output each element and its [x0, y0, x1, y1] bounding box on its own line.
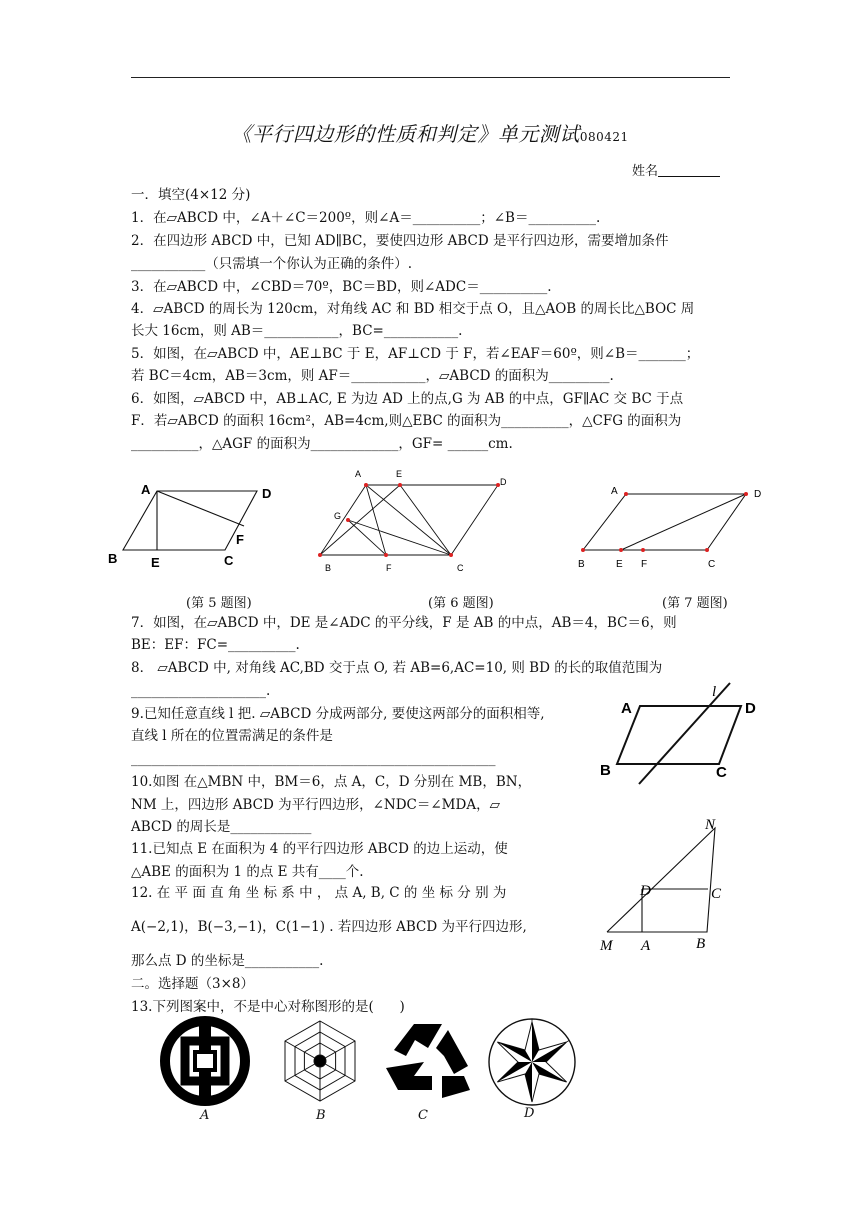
option-b-label: B — [316, 1108, 326, 1123]
fig10-label-b: B — [696, 936, 706, 952]
fig10-label-a: A — [641, 938, 651, 954]
figure-9 — [590, 680, 770, 785]
fig6-label-d: D — [500, 477, 507, 487]
name-label: 姓名 — [632, 164, 659, 179]
question-5-line-1: 5．如图，在▱ABCD 中，AE⊥BC 于 E，AF⊥CD 于 F，若∠EAF＝60º，则∠B＝_______； — [131, 346, 700, 362]
question-10-line-3: ABCD 的周长是____________ — [131, 819, 312, 835]
fig5-label-e: E — [151, 555, 160, 570]
option-b-hexagon-web — [275, 1018, 365, 1104]
figure-10 — [595, 812, 735, 957]
section-1-heading: 一．填空(4×12 分) — [131, 187, 251, 203]
fig10-label-m: M — [600, 938, 613, 954]
question-1: 1．在▱ABCD 中，∠A＋∠C＝200º，则∠A＝__________；∠B＝__________. — [131, 210, 601, 226]
option-d-star-circle — [486, 1016, 578, 1108]
title-text: 《平行四边形的性质和判定》单元测试 — [231, 122, 580, 146]
fig10-label-n: N — [705, 817, 716, 833]
title-code: 080421 — [579, 130, 629, 144]
fig6-label-c: C — [457, 563, 464, 573]
fig9-label-l: l — [712, 684, 717, 700]
option-a-emblem — [160, 1016, 250, 1106]
figure-7 — [570, 478, 770, 573]
name-blank — [658, 164, 720, 177]
fig9-label-a: A — [621, 700, 632, 717]
question-8-line-2: ____________________. — [131, 683, 271, 699]
fig7-label-b: B — [578, 559, 585, 570]
question-10-line-1: 10.如图 在△MBN 中，BM＝6，点 A，C，D 分别在 MB，BN， — [131, 774, 532, 790]
question-9-line-1: 9.已知任意直线 l 把. ▱ABCD 分成两部分, 要使这两部分的面积相等, — [131, 706, 545, 722]
caption-fig-7: (第 7 题图) — [662, 596, 728, 611]
fig5-label-d: D — [262, 486, 272, 501]
fig9-label-c: C — [716, 764, 727, 781]
fig6-label-e: E — [396, 469, 403, 479]
question-7-line-2: BE：EF：FC=__________. — [131, 637, 300, 653]
fig7-label-d: D — [754, 489, 762, 500]
question-8-line-1: 8． ▱ABCD 中, 对角线 AC,BD 交于点 O, 若 AB=6,AC=10, 则 BD 的长的取值范围为 — [131, 660, 663, 676]
fig6-label-g: G — [334, 511, 342, 521]
question-11-line-2: △ABE 的面积为 1 的点 E 共有____个. — [131, 864, 364, 880]
fig6-label-a: A — [355, 469, 362, 479]
question-12-line-2: A(−2,1)，B(−3,−1)，C(1−1) . 若四边形 ABCD 为平行四边形, — [131, 919, 527, 935]
question-5-line-2: 若 BC＝4cm，AB＝3cm，则 AF＝___________，▱ABCD 的面积为_________. — [131, 368, 614, 384]
fig5-label-c: C — [224, 553, 234, 568]
fig7-label-f: F — [641, 559, 648, 570]
question-6-line-2: F．若▱ABCD 的面积 16cm²，AB=4cm,则△EBC 的面积为__________，△CFG 的面积为 — [131, 413, 682, 429]
fig9-label-b: B — [600, 762, 611, 779]
fig5-label-a: A — [141, 482, 151, 497]
option-a-label: A — [200, 1108, 210, 1123]
figure-5 — [105, 478, 285, 573]
caption-fig-6: (第 6 题图) — [428, 596, 494, 611]
question-10-line-2: NM 上，四边形 ABCD 为平行四边形，∠NDC＝∠MDA，▱ — [131, 797, 500, 813]
name-field — [632, 160, 720, 179]
question-11-line-1: 11.已知点 E 在面积为 4 的平行四边形 ABCD 的边上运动，使 — [131, 841, 508, 857]
fig9-label-d: D — [745, 700, 756, 717]
fig10-label-d: D — [640, 883, 651, 899]
question-12-line-1: 12. 在 平 面 直 角 坐 标 系 中 ， 点 A, B, C 的 坐 标 分 别 为 — [131, 885, 507, 901]
question-4-line-2: 长大 16cm，则 AB＝___________，BC=___________. — [131, 323, 463, 339]
question-2-line-2: ___________（只需填一个你认为正确的条件）. — [131, 256, 413, 272]
option-c-label: C — [418, 1108, 428, 1123]
fig7-label-c: C — [708, 559, 716, 570]
option-c-recycle-symbol — [384, 1018, 474, 1103]
header-rule — [131, 77, 730, 78]
question-4-line-1: 4．▱ABCD 的周长为 120cm，对角线 AC 和 BD 相交于点 O，且△AOB 的周长比△BOC 周 — [131, 301, 695, 317]
fig10-label-c: C — [711, 886, 722, 902]
question-3: 3．在▱ABCD 中，∠CBD＝70º，BC＝BD，则∠ADC＝__________. — [131, 279, 552, 295]
fig7-label-e: E — [616, 559, 623, 570]
question-6-line-3: __________，△AGF 的面积为_____________，GF= ______cm. — [131, 436, 513, 452]
fig6-label-f: F — [386, 563, 392, 573]
question-7-line-1: 7．如图，在▱ABCD 中，DE 是∠ADC 的平分线，F 是 AB 的中点，AB＝4，BC＝6，则 — [131, 615, 677, 631]
fig5-label-b: B — [108, 551, 118, 566]
caption-fig-5: (第 5 题图) — [186, 596, 252, 611]
fig6-label-b: B — [325, 563, 332, 573]
question-12-line-3: 那么点 D 的坐标是___________. — [131, 953, 324, 969]
question-9-line-2: 直线 l 所在的位置需满足的条件是 — [131, 728, 333, 744]
page-title — [0, 118, 860, 147]
fig7-label-a: A — [611, 486, 618, 497]
question-6-line-1: 6．如图，▱ABCD 中，AB⊥AC, E 为边 AD 上的点,G 为 AB 的中点，GF∥AC 交 BC 于点 — [131, 391, 684, 407]
figure-6 — [315, 465, 515, 577]
fig5-label-f: F — [236, 532, 244, 547]
question-2-line-1: 2．在四边形 ABCD 中，已知 AD∥BC，要使四边形 ABCD 是平行四边形，需要增加条件 — [131, 233, 669, 249]
section-2-heading: 二。选择题（3×8） — [131, 976, 254, 992]
option-d-label: D — [524, 1106, 535, 1121]
question-13: 13.下列图案中，不是中心对称图形的是( ) — [131, 999, 405, 1015]
question-9-answer-line: ______________________________________________________ — [131, 751, 496, 767]
